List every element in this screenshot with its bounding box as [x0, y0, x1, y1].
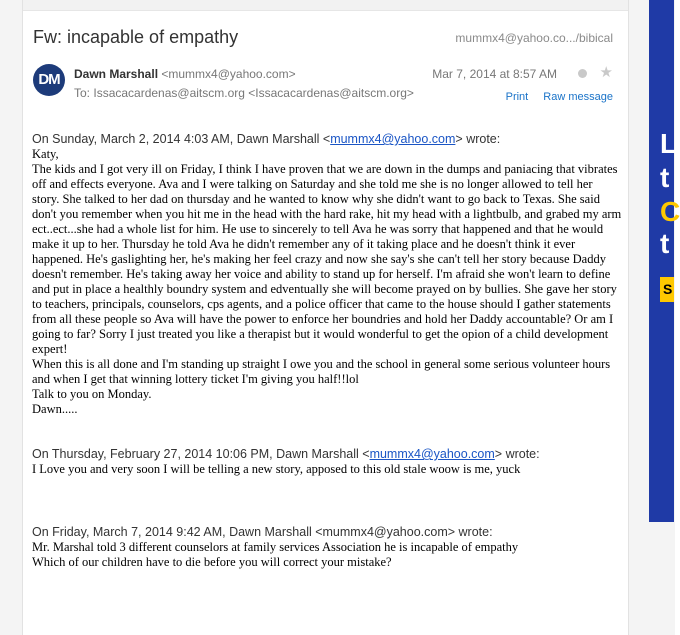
closing-line: Talk to you on Monday. — [32, 387, 152, 401]
body-paragraph-2: When this is all done and I'm standing up straight I owe you and the school in general some serious volunteer hours and when I get that winning lottery ticket I'm giving you half!!lol — [32, 357, 611, 386]
message-pane — [23, 11, 627, 635]
sender-email-link[interactable]: mummx4@yahoo.com — [330, 132, 456, 146]
quote-header-text: > wrote: — [494, 447, 540, 461]
quoted-text: I Love you and very soon I will be telling a new story, apposed to this old stale woow is me, yuck — [32, 462, 521, 476]
quote-header-text: On Sunday, March 2, 2014 4:03 AM, Dawn Marshall < — [32, 132, 331, 146]
message-actions — [494, 91, 613, 103]
ad-button[interactable] — [660, 277, 674, 302]
ad-accent-line-1: C — [660, 196, 680, 227]
raw-message-link[interactable]: Raw message — [543, 91, 613, 103]
quote-header-3: On Friday, March 7, 2014 9:42 AM, Dawn Marshall <mummx4@yahoo.com> wrote: — [32, 525, 493, 539]
signature: Dawn..... — [32, 402, 78, 416]
message-subject: Fw: incapable of empathy — [33, 27, 239, 47]
ad-letter: L — [660, 128, 678, 159]
ad-text-line-1 — [660, 127, 678, 195]
quote-header-2 — [32, 447, 622, 462]
recipient-name[interactable]: Issacacardenas@aitscm.org — [93, 86, 245, 100]
to-line — [74, 86, 414, 100]
folder-path[interactable]: mummx4@yahoo.co.../bibical — [455, 31, 613, 45]
sender-email[interactable]: <mummx4@yahoo.com> — [161, 67, 296, 81]
flag-dot-icon[interactable] — [578, 69, 587, 78]
star-icon[interactable]: ★ — [599, 64, 613, 81]
from-line — [74, 67, 296, 81]
ad-text-line-2: t — [660, 228, 670, 259]
left-gutter — [0, 0, 23, 635]
recipient-email[interactable]: <Issacacardenas@aitscm.org> — [248, 86, 414, 100]
quote-header-1 — [32, 132, 622, 147]
sender-email-link[interactable]: mummx4@yahoo.com — [369, 447, 495, 461]
sender-name[interactable]: Dawn Marshall — [74, 67, 159, 81]
sender-avatar[interactable]: DM — [33, 64, 65, 96]
to-label: To: — [74, 86, 91, 100]
greeting: Katy, — [32, 147, 59, 161]
message-date: Mar 7, 2014 at 8:57 AM — [432, 67, 557, 81]
ad-letter: t — [660, 162, 670, 193]
quoted-text-line-1: Mr. Marshal told 3 different counselors at family services Association he is incapable of empathy — [32, 540, 519, 554]
quoted-text-line-2: Which of our children have to die before you will correct your mistake? — [32, 555, 392, 569]
top-strip — [0, 0, 674, 11]
message-body — [32, 132, 622, 570]
side-advertisement[interactable] — [649, 0, 680, 522]
ad-button-label: S — [663, 281, 673, 297]
print-link[interactable]: Print — [505, 91, 529, 103]
quote-header-text: On Thursday, February 27, 2014 10:06 PM, Dawn Marshall < — [32, 447, 370, 461]
body-paragraph: The kids and I got very ill on Friday, I think I have proven that we are down in the dumps and paniacing that vibrates off and effects everyone. Ava and I were talking on Saturday and she told me she is no longer allowed to tell her story. She talked to her dad on thursday and he wanted to know why she didn't want to go back to Texas. She said don't you remember when you hit me in the head with the hard rake, hit my head with a lightbulb, and grabed my arm ect..ect...she had a whole list for him. He use to sincerely to tell Ava he was sorry that happened and that he would make it up to her. Thursday he told Ava he didn't remember any of it taking place and he doesn't think it ever happened. He's gaslighting her, he's making her feel crazy and now she say's she can't tell her story because Daddy doesn't remember. He's taking away her voice and ability to stand up for herself. I'm afraid she won't learn to define and put in place a healthly boundry system and edventually she will become prayed on by bullies. She gave her story to teachers, principals, counselors, cps agents, and a police officer that came to the house should I gather statements from all these people so Ava will have the power to enforce her boundries and hold her Daddy accountable? Or am I going to far? Sorry I just treated you like a therapist but it would wonderful to get the opion of a child development expert! — [32, 162, 622, 356]
quote-header-text: > wrote: — [455, 132, 501, 146]
